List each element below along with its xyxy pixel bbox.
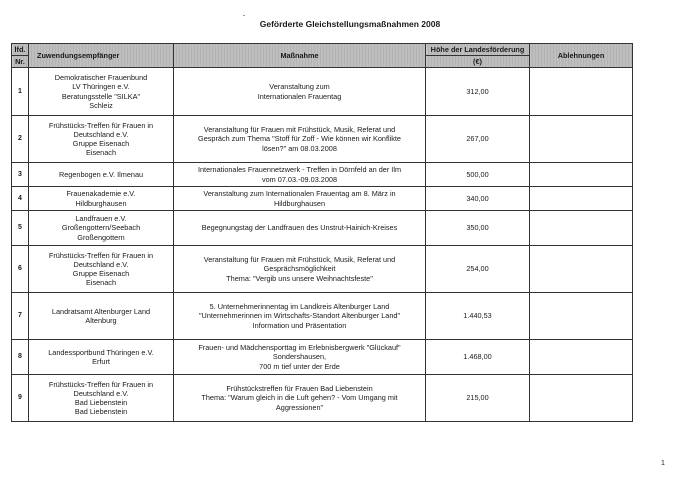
measure-cell-line: Internationales Frauennetzwerk - Treffen in Dörnfeld an der Ilm [197,165,402,175]
measure-cell-line: Thema: "Vergib uns unsere Weihnachtsfeste" [226,273,373,283]
table-row [12,293,633,340]
measure-cell-line: Thema: "Warum gleich in die Luft gehen? - Vom Umgang mit [201,393,398,403]
header-foerderung-bottom: (€) [426,56,530,68]
recipient-cell [29,340,174,375]
recipient-cell-line: Landessportbund Thüringen e.V. [48,347,154,357]
recipient-cell-line: Frühstücks-Treffen für Frauen in [48,120,154,130]
measure-cell [174,293,426,340]
recipient-cell-line: Beratungsstelle "SILKA" [61,91,141,101]
measure-cell [174,116,426,163]
row-number: 6 [12,246,29,293]
recipient-cell-line: Großengottern [77,232,125,242]
amount-cell: 350,00 [426,211,530,246]
measure-cell-line: Sondershausen, [272,352,327,362]
recipient-cell-line: Deutschland e.V. [73,259,129,269]
table-row [12,116,633,163]
header-ablehnungen: Ablehnungen [530,44,633,68]
table-row [12,211,633,246]
recipient-cell-line: Landratsamt Altenburger Land [51,306,151,316]
row-number: 3 [12,163,29,187]
measure-cell-line: Frühstückstreffen für Frauen Bad Liebenstein [226,384,373,394]
measure-cell-line: Veranstaltung für Frauen mit Frühstück, Musik, Referat und [203,255,396,265]
measure-cell-line: Begegnungstag der Landfrauen des Unstrut-Hainich-Kreises [201,223,398,233]
rejection-cell [530,340,633,375]
header-empfaenger: Zuwendungsempfänger [29,44,174,68]
recipient-cell [29,211,174,246]
measure-cell-line: Aggressionen" [275,402,324,412]
recipient-cell-line: Schleiz [89,100,113,110]
table-body [12,68,633,422]
header-massnahme: Maßnahme [174,44,426,68]
header-foerderung-top: Höhe der Landesförderung [426,44,530,56]
amount-cell: 254,00 [426,246,530,293]
rejection-cell [530,293,633,340]
recipient-cell-line: Erfurt [92,357,110,366]
recipient-cell [29,163,174,187]
table-row [12,68,633,116]
recipient-cell-line: Gruppe Eisenach [72,269,130,278]
rejection-cell [530,163,633,187]
recipient-cell-line: Bad Liebenstein [74,407,128,417]
recipient-cell-line: Regenbogen e.V. Ilmenau [58,169,144,179]
measure-cell [174,246,426,293]
rejection-cell [530,116,633,163]
measure-cell [174,375,426,422]
row-number: 5 [12,211,29,246]
measure-cell-line: Frauen- und Mädchensporttag im Erlebnisbergwerk "Glückauf" [198,343,401,353]
page-title: Geförderte Gleichstellungsmaßnahmen 2008 [259,19,441,29]
measure-cell-line: vom 07.03.-09.03.2008 [261,174,338,184]
amount-cell: 267,00 [426,116,530,163]
rejection-cell [530,68,633,116]
recipient-cell [29,246,174,293]
recipient-cell-line: Hildburghausen [75,198,127,208]
amount-cell: 1.440,53 [426,293,530,340]
recipient-cell-line: Großengottern/Seebach [61,223,141,233]
recipient-cell-line: Gruppe Eisenach [72,139,130,148]
recipient-cell-line: Eisenach [85,148,117,158]
recipient-cell [29,68,174,116]
recipient-cell-line: LV Thüringen e.V. [72,82,130,92]
measure-cell [174,211,426,246]
row-number: 7 [12,293,29,340]
measure-cell-line: Veranstaltung für Frauen mit Frühstück, Musik, Referat und [203,125,396,135]
table-row [12,187,633,211]
row-number: 8 [12,340,29,375]
measure-cell-line: Veranstaltung zum [269,82,330,92]
rejection-cell [530,375,633,422]
recipient-cell-line: Deutschland e.V. [73,388,129,398]
amount-cell: 500,00 [426,163,530,187]
recipient-cell [29,375,174,422]
measure-cell-line: Veranstaltung zum Internationalen Frauentag am 8. März in [203,189,396,199]
recipient-cell-line: Frühstücks-Treffen für Frauen in [48,379,154,389]
scan-speck [243,15,245,16]
header-nr-bottom: Nr. [12,56,29,68]
recipient-cell-line: Demokratischer Frauenbund [54,73,148,83]
measure-cell-line: Internationalen Frauentag [257,91,342,101]
table-row [12,340,633,375]
funding-table [11,43,633,422]
measure-cell-line: Information und Präsentation [252,320,347,330]
recipient-cell-line: Frühstücks-Treffen für Frauen in [48,250,154,260]
row-number: 1 [12,68,29,116]
table-row [12,246,633,293]
amount-cell: 312,00 [426,68,530,116]
measure-cell-line: Hildburghausen [273,198,326,208]
recipient-cell-line: Frauenakademie e.V. [66,189,136,199]
measure-cell-line: lösen?" am 08.03.2008 [262,143,337,153]
table-header [12,44,633,68]
amount-cell: 340,00 [426,187,530,211]
measure-cell-line: 5. Unternehmerinnentag im Landkreis Altenburger Land [209,302,390,312]
row-number: 2 [12,116,29,163]
recipient-cell-line: Landfrauen e.V. [75,214,127,224]
amount-cell: 1.468,00 [426,340,530,375]
rejection-cell [530,246,633,293]
table-row [12,375,633,422]
page-number: 1 [661,460,665,467]
measure-cell-line: "Unternehmerinnen im Wirtschafts-Standort Altenburger Land" [198,311,401,321]
measure-cell [174,163,426,187]
row-number: 4 [12,187,29,211]
recipient-cell-line: Bad Liebenstein [74,398,128,407]
measure-cell-line: 700 m tief unter der Erde [259,361,340,371]
measure-cell-line: Gespräch zum Thema "Stoff für Zoff - Wie können wir Konflikte [198,134,401,144]
measure-cell [174,68,426,116]
recipient-cell [29,293,174,340]
rejection-cell [530,187,633,211]
measure-cell [174,187,426,211]
measure-cell [174,340,426,375]
rejection-cell [530,211,633,246]
amount-cell: 215,00 [426,375,530,422]
row-number: 9 [12,375,29,422]
table-row [12,163,633,187]
recipient-cell-line: Deutschland e.V. [73,129,129,139]
recipient-cell [29,187,174,211]
measure-cell-line: Gesprächsmöglichkeit [263,264,336,274]
recipient-cell-line: Altenburg [85,316,117,325]
recipient-cell-line: Eisenach [85,278,117,288]
header-nr-top: lfd. [12,44,29,56]
recipient-cell [29,116,174,163]
